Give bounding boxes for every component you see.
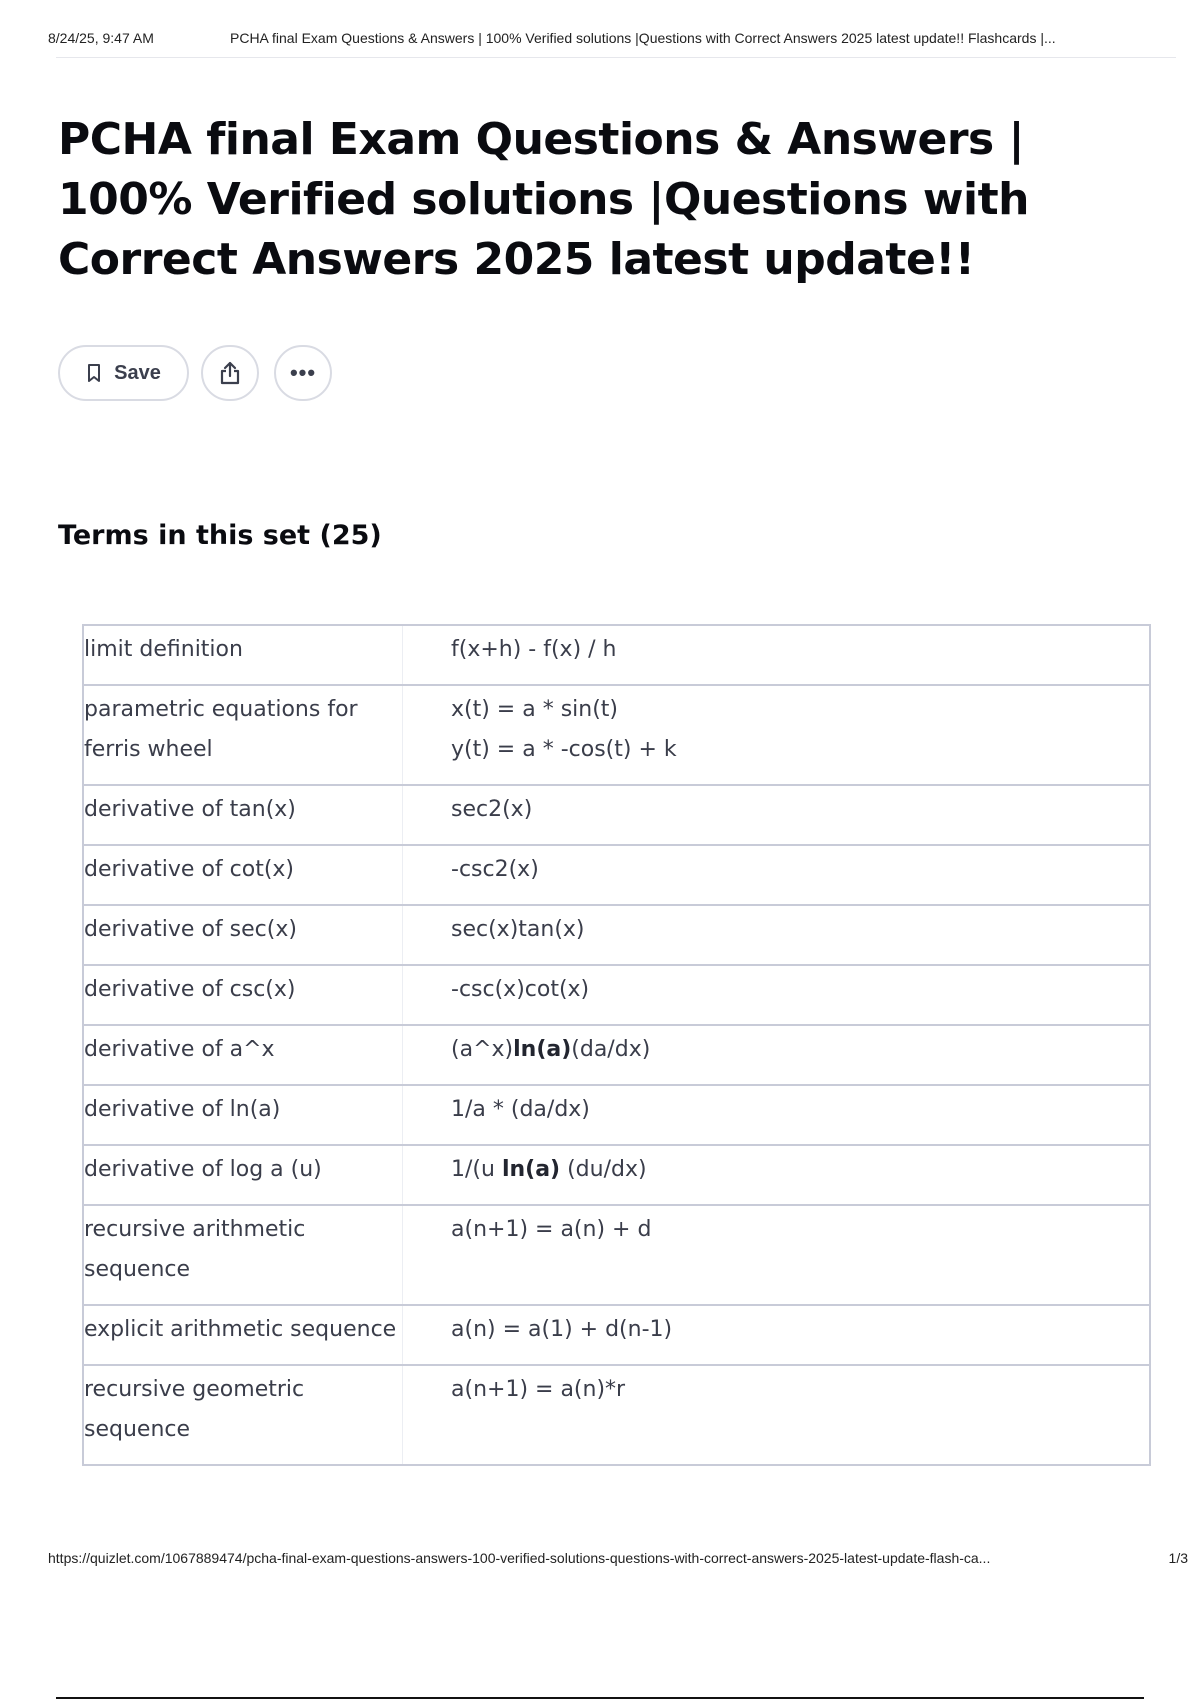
terms-heading: Terms in this set (25) — [58, 520, 382, 551]
term-cell: explicit arithmetic sequence — [83, 1305, 403, 1365]
term-cell: derivative of csc(x) — [83, 965, 403, 1025]
definition-line: y(t) = a * -cos(t) + k — [451, 737, 677, 762]
table-row — [83, 845, 1150, 905]
definition-cell — [403, 905, 1151, 965]
definition-line: sec2(x) — [451, 797, 533, 822]
table-row — [83, 785, 1150, 845]
table-row — [83, 1205, 1150, 1305]
definition-line: 1/a * (da/dx) — [451, 1097, 590, 1122]
term-cell: recursive arithmetic sequence — [83, 1205, 403, 1305]
print-url: https://quizlet.com/1067889474/pcha-final-exam-questions-answers-100-verified-solutions-questions-with-correct-answers-2025-latest-update-flash-ca... — [48, 1550, 991, 1566]
table-row — [83, 1145, 1150, 1205]
term-cell: parametric equations for ferris wheel — [83, 685, 403, 785]
definition-cell — [403, 1025, 1151, 1085]
table-row — [83, 685, 1150, 785]
bookmark-icon — [86, 363, 102, 383]
bottom-divider — [56, 1697, 1144, 1699]
term-cell: derivative of a^x — [83, 1025, 403, 1085]
terms-table — [82, 624, 1151, 1466]
definition-line — [451, 1030, 1149, 1070]
definition-part: 1/(u — [451, 1157, 502, 1182]
definition-cell — [403, 1305, 1151, 1365]
share-button[interactable] — [201, 345, 259, 401]
definition-cell — [403, 1085, 1151, 1145]
share-icon — [218, 360, 242, 386]
definition-cell — [403, 965, 1151, 1025]
definition-line: -csc(x)cot(x) — [451, 977, 590, 1002]
more-icon: ••• — [289, 360, 317, 385]
page-title: PCHA final Exam Questions & Answers | 100% Verified solutions |Questions with Correct Answers 2025 latest update!! — [58, 114, 1029, 285]
definition-bold-part: ln(a) — [501, 1157, 561, 1182]
table-row — [83, 1085, 1150, 1145]
definition-line: f(x+h) - f(x) / h — [451, 637, 617, 662]
definition-line: x(t) = a * sin(t) — [451, 697, 619, 722]
term-cell: derivative of tan(x) — [83, 785, 403, 845]
definition-bold-part: ln(a) — [513, 1037, 572, 1062]
definition-part: (da/dx) — [571, 1037, 651, 1062]
definition-line — [451, 1150, 1149, 1190]
print-document-title: PCHA final Exam Questions & Answers | 100% Verified solutions |Questions with Correct Answers 2025 latest update!! Flashcards |... — [230, 30, 1056, 46]
term-cell: limit definition — [83, 625, 403, 685]
table-row — [83, 625, 1150, 685]
definition-cell — [403, 1145, 1151, 1205]
table-row — [83, 965, 1150, 1025]
definition-line: a(n+1) = a(n)*r — [451, 1377, 626, 1402]
table-row — [83, 905, 1150, 965]
definition-line: a(n+1) = a(n) + d — [451, 1217, 652, 1242]
definition-line: a(n) = a(1) + d(n-1) — [451, 1317, 673, 1342]
print-date: 8/24/25, 9:47 AM — [48, 30, 154, 46]
more-options-button[interactable] — [274, 345, 332, 401]
save-button-label: Save — [114, 361, 161, 384]
definition-cell — [403, 1205, 1151, 1305]
term-cell: derivative of ln(a) — [83, 1085, 403, 1145]
definition-part: (du/dx) — [560, 1157, 647, 1182]
definition-cell — [403, 845, 1151, 905]
definition-cell — [403, 785, 1151, 845]
definition-cell — [403, 625, 1151, 685]
save-button[interactable] — [58, 345, 189, 401]
table-row — [83, 1305, 1150, 1365]
definition-part: (a^x) — [451, 1037, 514, 1062]
definition-line: -csc2(x) — [451, 857, 539, 882]
header-divider — [56, 57, 1176, 58]
definition-cell — [403, 685, 1151, 785]
table-row — [83, 1025, 1150, 1085]
term-cell: derivative of log a (u) — [83, 1145, 403, 1205]
definition-line: sec(x)tan(x) — [451, 917, 585, 942]
definition-cell — [403, 1365, 1151, 1465]
term-cell: derivative of sec(x) — [83, 905, 403, 965]
term-cell: recursive geometric sequence — [83, 1365, 403, 1465]
term-cell: derivative of cot(x) — [83, 845, 403, 905]
page-number: 1/3 — [1168, 1550, 1188, 1566]
table-row — [83, 1365, 1150, 1465]
